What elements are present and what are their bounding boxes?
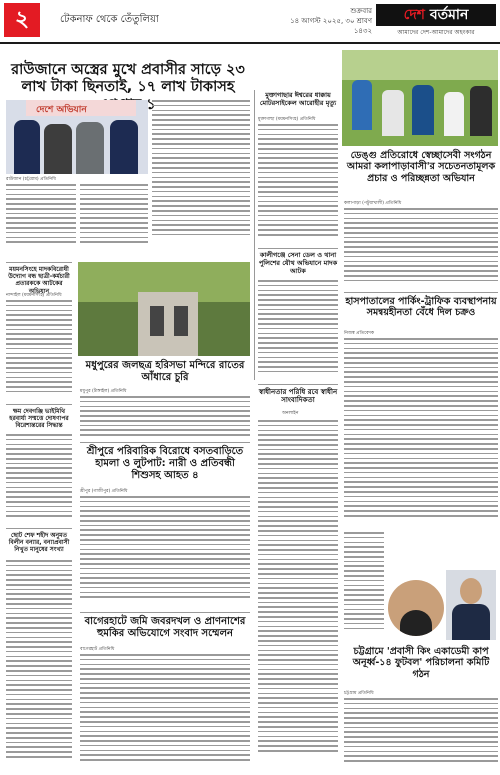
mymen-headline: ময়মনসিংহে মাদকবিরোধী উদ্যোগ বন্ধ ছাত্রী-কর্মচারী প্রতারককে আটকের অভিযান [8, 266, 70, 295]
mosque-headline: মুক্তাগাছার ঈশ্বরের ধাক্কায় মোটরসাইকেল আরোহীর মৃত্যু [259, 91, 337, 107]
sreepur-headline: শ্রীপুরে পরিবারিক বিরোধে বসতবাড়িতে হামলা ও লুটপাট: নারী ও প্রতিবন্ধী শিশুসহ আহত ৪ [86, 446, 244, 481]
dateline-day: শুক্রবার [350, 7, 372, 15]
lead-body-col3 [152, 100, 250, 250]
page-number: ২ [4, 3, 40, 37]
masthead-logo [376, 4, 496, 34]
hospital-byline: নিজস্ব প্রতিবেদক [344, 331, 375, 336]
dateline-date: ১৪ আগস্ট ২০২৫, ৩০ শ্রাবণ ১৪৩২ [290, 17, 372, 35]
ctg-headline: চট্টগ্রামে 'প্রবাসী কিং একাডেমী কাপ অনূর্ধ্ব-১৪ ফুটবল' পরিচালনা কমিটি গঠন [352, 646, 490, 680]
lead-photo [6, 100, 148, 174]
kalaroa-body [258, 280, 338, 380]
sreepur-byline: শ্রীপুর (গাজীপুর) প্রতিনিধি [80, 489, 128, 494]
masthead-part-b: বর্তমান [429, 7, 469, 23]
masthead-part-a: দেশ [403, 7, 430, 23]
ctg-byline: চট্টগ্রাম প্রতিনিধি [344, 691, 374, 696]
speed-subhead: অনলাইন [282, 411, 299, 416]
hospital-headline: হাসপাতালের পার্কিং-ট্রাফিক ব্যবস্থাপনায় সমন্বয়হীনতা বেঁধে দিল চক্রও [345, 296, 497, 319]
mosque-byline: মুক্তাগাছা (ময়মনসিংহ) প্রতিনিধি [258, 117, 316, 122]
page-header [0, 0, 500, 44]
dengue-byline: কলাপাড়া (পটুয়াখালী) প্রতিনিধি [344, 201, 402, 206]
temple-headline: মধুপুরের জলছত্র হরিসভা মন্দিরে রাতের আঁধারে চুরি [85, 360, 245, 383]
sreepur-body [80, 496, 250, 606]
shahid-body [6, 434, 72, 524]
lead-byline: রাউজান (চট্টগ্রাম) প্রতিনিধি [6, 177, 56, 182]
hospital-body [344, 338, 498, 528]
lead-body-col2 [80, 184, 148, 250]
portrait-1 [388, 580, 444, 636]
section-name: টেকনাফ থেকে তেঁতুলিয়া [60, 14, 159, 25]
dengue-body [344, 208, 498, 288]
portrait-2 [446, 570, 496, 640]
shahid-headline: ক্ষম দেবগঞ্জি ভাইমিথি হরবার্যা সম্মত্তে দোষণাপর বিরেশ্যন্তরের সিদ্ধান্ত [9, 408, 69, 430]
small-headline: ছোট শেফ শহীদ অনুমত বিলীন বন্যার, বন্যাপ্রবাসী নিখুত মানুষের সংখ্যা [8, 532, 70, 554]
mosque-body [258, 124, 338, 244]
bagerhat-headline: বাগেরহাটে জমি জবরদখল ও প্রাণনাশের হুমকির অভিযোগে সংবাদ সম্মেলন [84, 616, 246, 639]
dateline [280, 6, 372, 36]
speed-headline: স্বাধীনতার পরিধি রবে স্বাধীন সাংবাদিকতা [258, 388, 338, 405]
dengue-photo [342, 50, 498, 146]
lead-headline: রাউজানে অস্ত্রের মুখে প্রবাসীর সাড়ে ২৩ লাখ টাকা ছিনতাই, ১৭ লাখ টাকাসহ ১ [11, 62, 245, 113]
speed-body [258, 420, 338, 770]
ctg-body [344, 698, 498, 770]
hospital-body-tail [344, 532, 384, 642]
masthead-tagline: আমাদের দেশ-আমাদের অহংকার [397, 29, 475, 36]
temple-byline: মধুপুর (টাঙ্গাইল) প্রতিনিধি [80, 389, 127, 394]
kalaroa-headline: কালীগঞ্জে সেনা ডেল ও থানা পুলিশের যৌথ অভিযানে মাদক আটক [258, 251, 338, 275]
bagerhat-byline: বাগেরহাট প্রতিনিধি [80, 647, 115, 652]
small-body [6, 560, 72, 770]
mymen-body [6, 300, 72, 400]
temple-body [80, 396, 250, 438]
bagerhat-body [80, 654, 250, 770]
dengue-headline: ডেঙ্গু প্রতিরোধে স্বেচ্ছাসেবী সংগঠন আমরা কলাপাড়াবাসী'র সচেতনতামূলক প্রচার ও পরিচ্ছন্নতা অভিযান [346, 150, 496, 184]
lead-body-col1 [6, 184, 76, 250]
temple-photo [78, 262, 250, 356]
lead-photo-banner: দেশে অভিযান [36, 105, 87, 115]
mymen-byline: নান্দাইল (ময়মনসিংহ) প্রতিনিধি [6, 293, 62, 298]
